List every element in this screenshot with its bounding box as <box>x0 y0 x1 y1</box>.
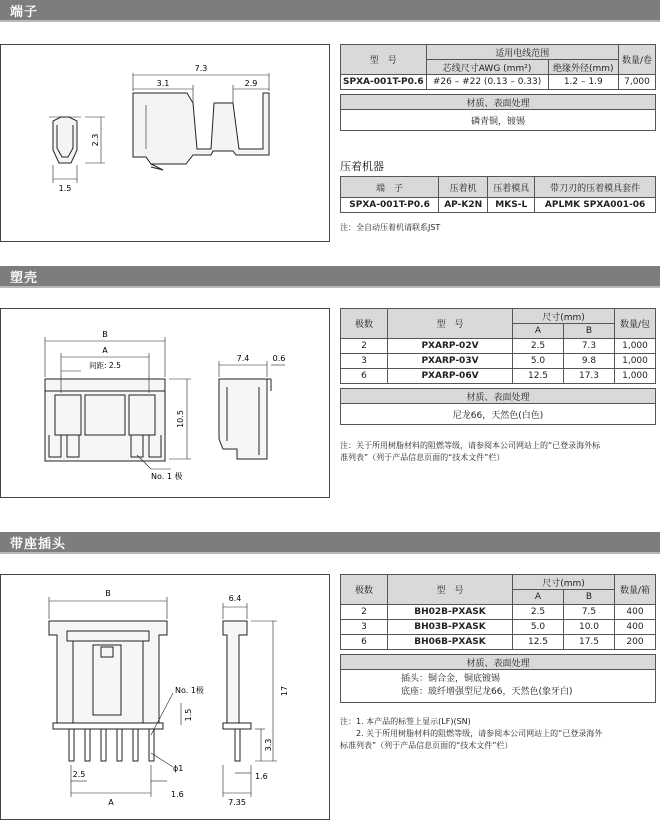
dim-right: 2.9 <box>244 79 258 88</box>
col-a: A <box>513 324 564 339</box>
crimp-table <box>340 176 656 213</box>
section-underline <box>0 286 660 288</box>
housing-drawing-svg <box>1 309 329 497</box>
cell-model: SPXA-001T-P0.6 <box>341 75 427 90</box>
dim-a: A <box>102 346 108 355</box>
col-od: 绝缘外径(mm) <box>548 60 618 75</box>
dim-thick: 0.6 <box>272 354 286 363</box>
dim-height: 2.3 <box>91 133 100 147</box>
col-awg: 芯线尺寸AWG (mm²) <box>426 60 548 75</box>
terminal-drawing-svg <box>1 45 329 241</box>
cell-a: 5.0 <box>513 620 564 635</box>
cell-qty: 400 <box>615 605 656 620</box>
dim-tail2: 1.6 <box>255 772 268 781</box>
section-title: 带座插头 <box>10 537 67 552</box>
dim-left: 3.1 <box>156 79 170 88</box>
col-applicator: 带刀刃的压着模具套件 <box>535 177 656 198</box>
dim-b: B <box>105 589 111 598</box>
cell-b: 9.8 <box>564 354 615 369</box>
cell-machine: AP-K2N <box>439 198 488 213</box>
header-note-1: 注：1. 本产品的标签上显示(LF)(SN) <box>340 717 471 726</box>
cell-qty: 7,000 <box>619 75 656 90</box>
col-b: B <box>564 324 615 339</box>
cell-a: 2.5 <box>513 605 564 620</box>
cell-a: 5.0 <box>513 354 564 369</box>
cell-qty: 1,000 <box>615 339 656 354</box>
header-spec-table <box>340 574 656 703</box>
dim-dia: ϕ1 <box>173 764 184 773</box>
cell-pins: 6 <box>341 369 388 384</box>
material-line-1: 插头：铜合金，铜底镀锡 <box>401 674 501 684</box>
cell-pins: 2 <box>341 339 388 354</box>
table-row <box>341 620 656 635</box>
crimp-title: 压着机器 <box>340 160 384 173</box>
cell-b: 17.3 <box>564 369 615 384</box>
table-row <box>341 605 656 620</box>
cell-model: BH02B-PXASK <box>388 605 513 620</box>
cell-b: 7.5 <box>564 605 615 620</box>
cell-awg: #26 – #22 (0.13 – 0.33) <box>426 75 548 90</box>
cell-terminal: SPXA-001T-P0.6 <box>341 198 439 213</box>
material-line-2: 底座：玻纤增强型尼龙66，天然色(象牙白) <box>401 687 573 697</box>
cell-od: 1.2 – 1.9 <box>548 75 618 90</box>
material-header: 材质、表面处理 <box>341 95 656 110</box>
table-row <box>341 339 656 354</box>
housing-drawing <box>0 308 330 498</box>
pin1-label: No. 1 极 <box>151 472 183 481</box>
dim-depth: 6.4 <box>228 594 242 603</box>
dim-depth: 7.4 <box>236 354 250 363</box>
dim-edge: 1.6 <box>171 790 184 799</box>
col-model: 型 号 <box>388 575 513 605</box>
header-note-2: 2. 关于所用树脂材料的阻燃等级，请参阅本公司网站上的“已登录海外 <box>340 729 603 738</box>
cell-qty: 1,000 <box>615 369 656 384</box>
section-title: 端子 <box>10 5 39 20</box>
crimp-note: 注：全自动压着机请联系JST <box>340 223 441 232</box>
cell-pins: 6 <box>341 635 388 650</box>
header-drawing <box>0 574 330 820</box>
section-title: 塑壳 <box>10 271 39 286</box>
cell-b: 7.3 <box>564 339 615 354</box>
cell-a: 12.5 <box>513 635 564 650</box>
col-size: 尺寸(mm) <box>513 575 615 590</box>
cell-pins: 2 <box>341 605 388 620</box>
col-range: 适用电线范围 <box>426 45 618 60</box>
section-header-terminal <box>0 0 660 20</box>
cell-a: 12.5 <box>513 369 564 384</box>
col-terminal: 端 子 <box>341 177 439 198</box>
col-die: 压着模具 <box>488 177 535 198</box>
table-row <box>341 635 656 650</box>
housing-spec-table <box>340 308 656 425</box>
col-machine: 压着机 <box>439 177 488 198</box>
col-model: 型 号 <box>388 309 513 339</box>
cell-model: BH03B-PXASK <box>388 620 513 635</box>
cell-b: 10.0 <box>564 620 615 635</box>
material-header: 材质、表面处理 <box>341 389 656 404</box>
section-header-housing <box>0 266 660 286</box>
col-b: B <box>564 590 615 605</box>
cell-model: PXARP-02V <box>388 339 513 354</box>
cell-applicator: APLMK SPXA001-06 <box>535 198 656 213</box>
cell-qty: 200 <box>615 635 656 650</box>
dim-total: 7.35 <box>228 798 246 807</box>
cell-b: 17.5 <box>564 635 615 650</box>
cell-die: MKS-L <box>488 198 535 213</box>
header-note-3: 标准列表”（列于产品信息页面的“技术文件”栏） <box>340 741 513 750</box>
dim-lead: 1.5 <box>184 708 193 722</box>
material-value: 磷青铜，镀锡 <box>341 110 656 131</box>
col-qty: 数量/卷 <box>619 45 656 75</box>
cell-a: 2.5 <box>513 339 564 354</box>
cell-pins: 3 <box>341 620 388 635</box>
section-underline <box>0 552 660 554</box>
section-underline <box>0 20 660 22</box>
dim-height: 17 <box>280 685 289 697</box>
table-row <box>341 354 656 369</box>
col-a: A <box>513 590 564 605</box>
housing-note-2: 准列表”（列于产品信息页面的“技术文件”栏） <box>340 453 505 462</box>
dim-tail: 3.3 <box>264 738 273 752</box>
cell-model: PXARP-03V <box>388 354 513 369</box>
header-drawing-svg <box>1 575 329 819</box>
col-size: 尺寸(mm) <box>513 309 615 324</box>
table-row <box>341 369 656 384</box>
pin1-label: No. 1极 <box>175 686 204 695</box>
housing-note-1: 注：关于所用树脂材料的阻燃等级，请参阅本公司网站上的“已登录海外标 <box>340 441 601 450</box>
cell-model: PXARP-06V <box>388 369 513 384</box>
cell-qty: 400 <box>615 620 656 635</box>
section-header-header <box>0 532 660 552</box>
dim-b: B <box>102 330 108 339</box>
material-cell <box>341 670 656 703</box>
material-header: 材质、表面处理 <box>341 655 656 670</box>
dim-height: 10.5 <box>176 410 185 428</box>
col-pins: 极数 <box>341 309 388 339</box>
col-qty: 数量/箱 <box>615 575 656 605</box>
col-qty: 数量/包 <box>615 309 656 339</box>
dim-width: 1.5 <box>58 184 72 193</box>
terminal-drawing <box>0 44 330 242</box>
terminal-spec-table <box>340 44 656 131</box>
cell-model: BH06B-PXASK <box>388 635 513 650</box>
dim-a: A <box>108 798 114 807</box>
dim-pitch: 间距: 2.5 <box>89 361 121 370</box>
dim-pitch: 2.5 <box>72 770 86 779</box>
cell-qty: 1,000 <box>615 354 656 369</box>
material-value: 尼龙66，天然色(白色) <box>341 404 656 425</box>
col-pins: 极数 <box>341 575 388 605</box>
col-model: 型 号 <box>341 45 427 75</box>
cell-pins: 3 <box>341 354 388 369</box>
dim-total: 7.3 <box>194 64 208 73</box>
